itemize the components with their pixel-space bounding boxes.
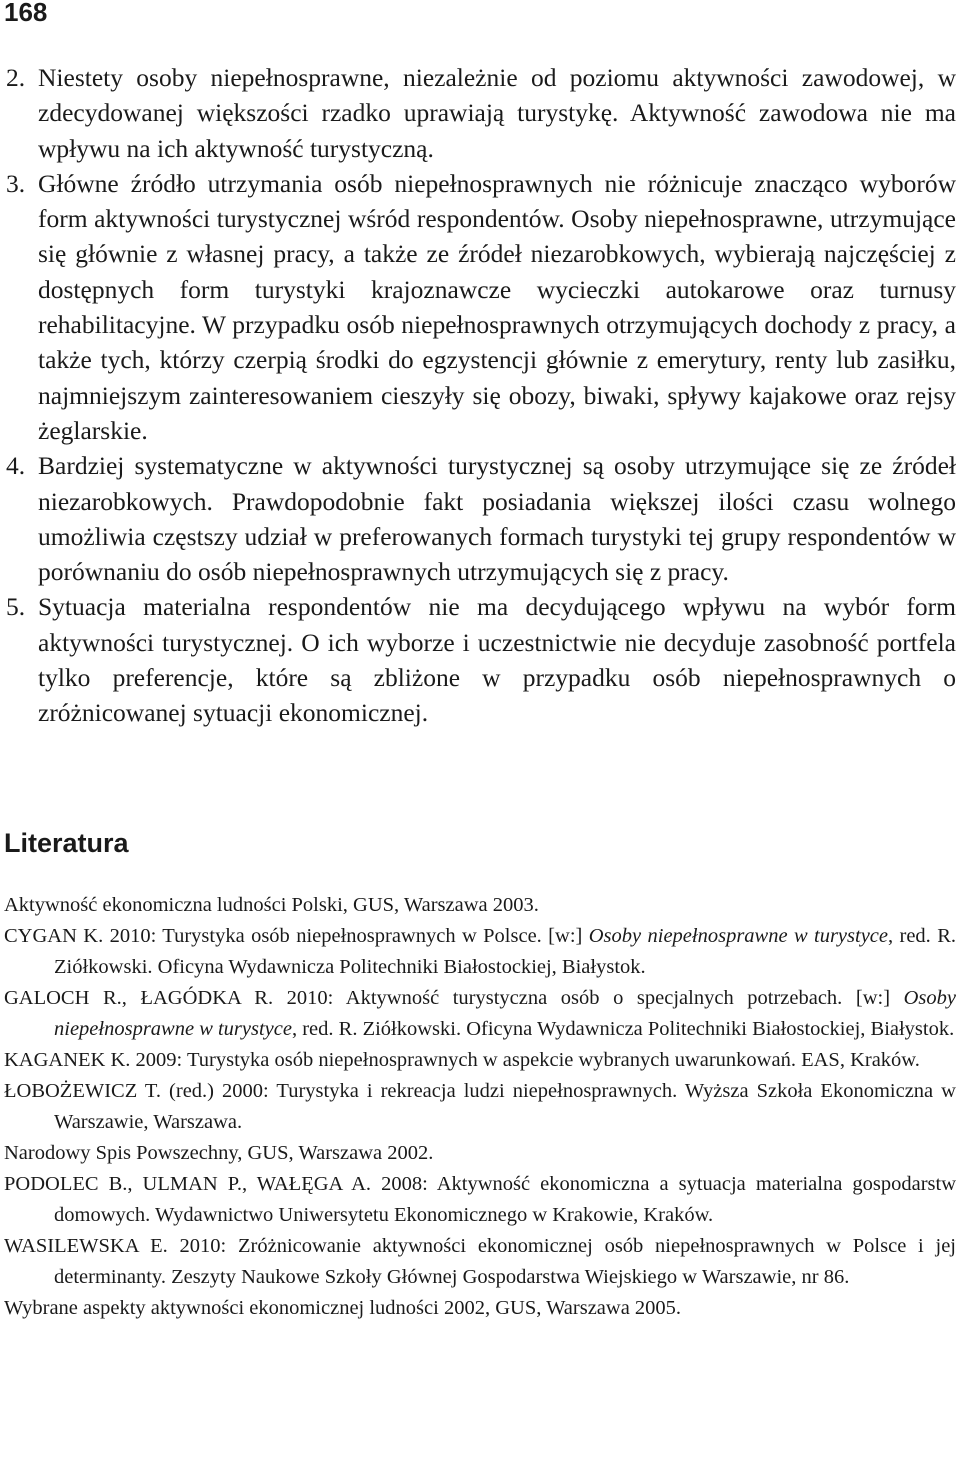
reference-entry [4, 890, 956, 921]
conclusion-number: 2. [6, 63, 26, 92]
reference-text: CYGAN K. 2010: Turystyka osób niepełnosprawnych w Polsce. [w:] [4, 925, 589, 947]
conclusions-list [6, 60, 956, 731]
reference-text: Wybrane aspekty aktywności ekonomicznej ludności 2002, GUS, Warszawa 2005. [4, 1297, 682, 1319]
conclusion-item [6, 166, 956, 448]
reference-title: Osoby niepełnosprawne w turystyce [54, 987, 956, 1040]
conclusion-number: 4. [6, 451, 26, 481]
conclusion-text: Sytuacja materialna respondentów nie ma decydującego wpływu na wybór form aktywności turystycznej. O ich wyborze i uczestnictwie nie decyduje zasobność portfela tylko preferencje, które są zbliżone w przypadku osób niepełnosprawnych o zróżnicowanej sytuacji ekonomicznej. [38, 592, 956, 728]
reference-entry [4, 1076, 956, 1138]
reference-text: PODOLEC B., ULMAN P., WAŁĘGA A. 2008: Aktywność ekonomiczna a sytuacja materialna gospodarstw domowych. Wydawnictwo Uniwersytetu Ekonomicznego w Krakowie, Kraków. [4, 1173, 956, 1226]
reference-text: Aktywność ekonomiczna ludności Polski, GUS, Warszawa 2003. [4, 894, 539, 916]
conclusion-item [6, 60, 956, 166]
reference-entry [4, 1231, 956, 1293]
conclusion-number: 3. [6, 168, 26, 198]
reference-text: KAGANEK K. 2009: Turystyka osób niepełnosprawnych w aspekcie wybranych uwarunkowań. EAS, Kraków. [4, 1049, 920, 1071]
reference-text: Narodowy Spis Powszechny, GUS, Warszawa 2002. [4, 1142, 434, 1164]
reference-entry [4, 1293, 956, 1324]
reference-details: , red. R. Ziółkowski. Oficyna Wydawnicza Politechniki Białostockiej, Białystok. [54, 925, 956, 978]
reference-entry [4, 983, 956, 1045]
reference-text: ŁOBOŻEWICZ T. (red.) 2000: Turystyka i rekreacja ludzi niepełnosprawnych. Wyższa Szkoła Ekonomiczna w Warszawie, Warszawa. [4, 1080, 956, 1133]
reference-details: , red. R. Ziółkowski. Oficyna Wydawnicza Politechniki Białostockiej, Białystok. [291, 1018, 955, 1040]
reference-text: GALOCH R., ŁAGÓDKA R. 2010: Aktywność turystyczna osób o specjalnych potrzebach. [w:] [4, 987, 904, 1009]
conclusion-text: Bardziej systematyczne w aktywności turystycznej są osoby utrzymujące się ze źródeł niezarobkowych. Prawdopodobnie fakt posiadania większej ilości czasu wolnego umożliwia częstszy udział w preferowanych formach turystyki tej grupy respondentów w porównaniu do osób niepełnosprawnych utrzymujących się z pracy. [38, 451, 956, 587]
literature-heading: Literatura [4, 828, 129, 858]
conclusion-text: Główne źródło utrzymania osób niepełnosprawnych nie różnicuje znacząco wyborów form aktywności turystycznej wśród respondentów. Osoby niepełnosprawne, utrzymujące się głównie z własnej pracy, a także ze źródeł niezarobkowych, wybierają najczęściej z dostępnych form turystyki krajoznawcze wycieczki autokarowe oraz turnusy rehabilitacyjne. W przypadku osób niepełnosprawnych otrzymujących dochody z pracy, a także tych, którzy czerpią środki do egzystencji głównie z emerytury, renty lub zasiłku, najmniejszym zainteresowaniem cieszyły się obozy, biwaki, spływy kajakowe oraz rejsy żeglarskie. [38, 168, 956, 445]
conclusion-item [6, 448, 956, 589]
references-list [4, 890, 956, 1324]
reference-entry [4, 921, 956, 983]
page-number: 168 [4, 0, 48, 27]
reference-entry [4, 1138, 956, 1169]
reference-title: Osoby niepełnosprawne w turystyce [588, 925, 888, 947]
conclusion-item [6, 589, 956, 730]
reference-text: WASILEWSKA E. 2010: Zróżnicowanie aktywności ekonomicznej osób niepełnosprawnych w Polsce i jej determinanty. Zeszyty Naukowe Szkoły Głównej Gospodarstwa Wiejskiego w Warszawie, nr 86. [4, 1235, 956, 1288]
reference-entry [4, 1169, 956, 1231]
conclusion-text: Niestety osoby niepełnosprawne, niezależnie od poziomu aktywności zawodowej, w zdecydowanej większości rzadko uprawiają turystykę. Aktywność zawodowa nie ma wpływu na ich aktywność turystyczną. [38, 63, 956, 163]
reference-entry [4, 1045, 956, 1076]
conclusion-number: 5. [6, 592, 26, 622]
